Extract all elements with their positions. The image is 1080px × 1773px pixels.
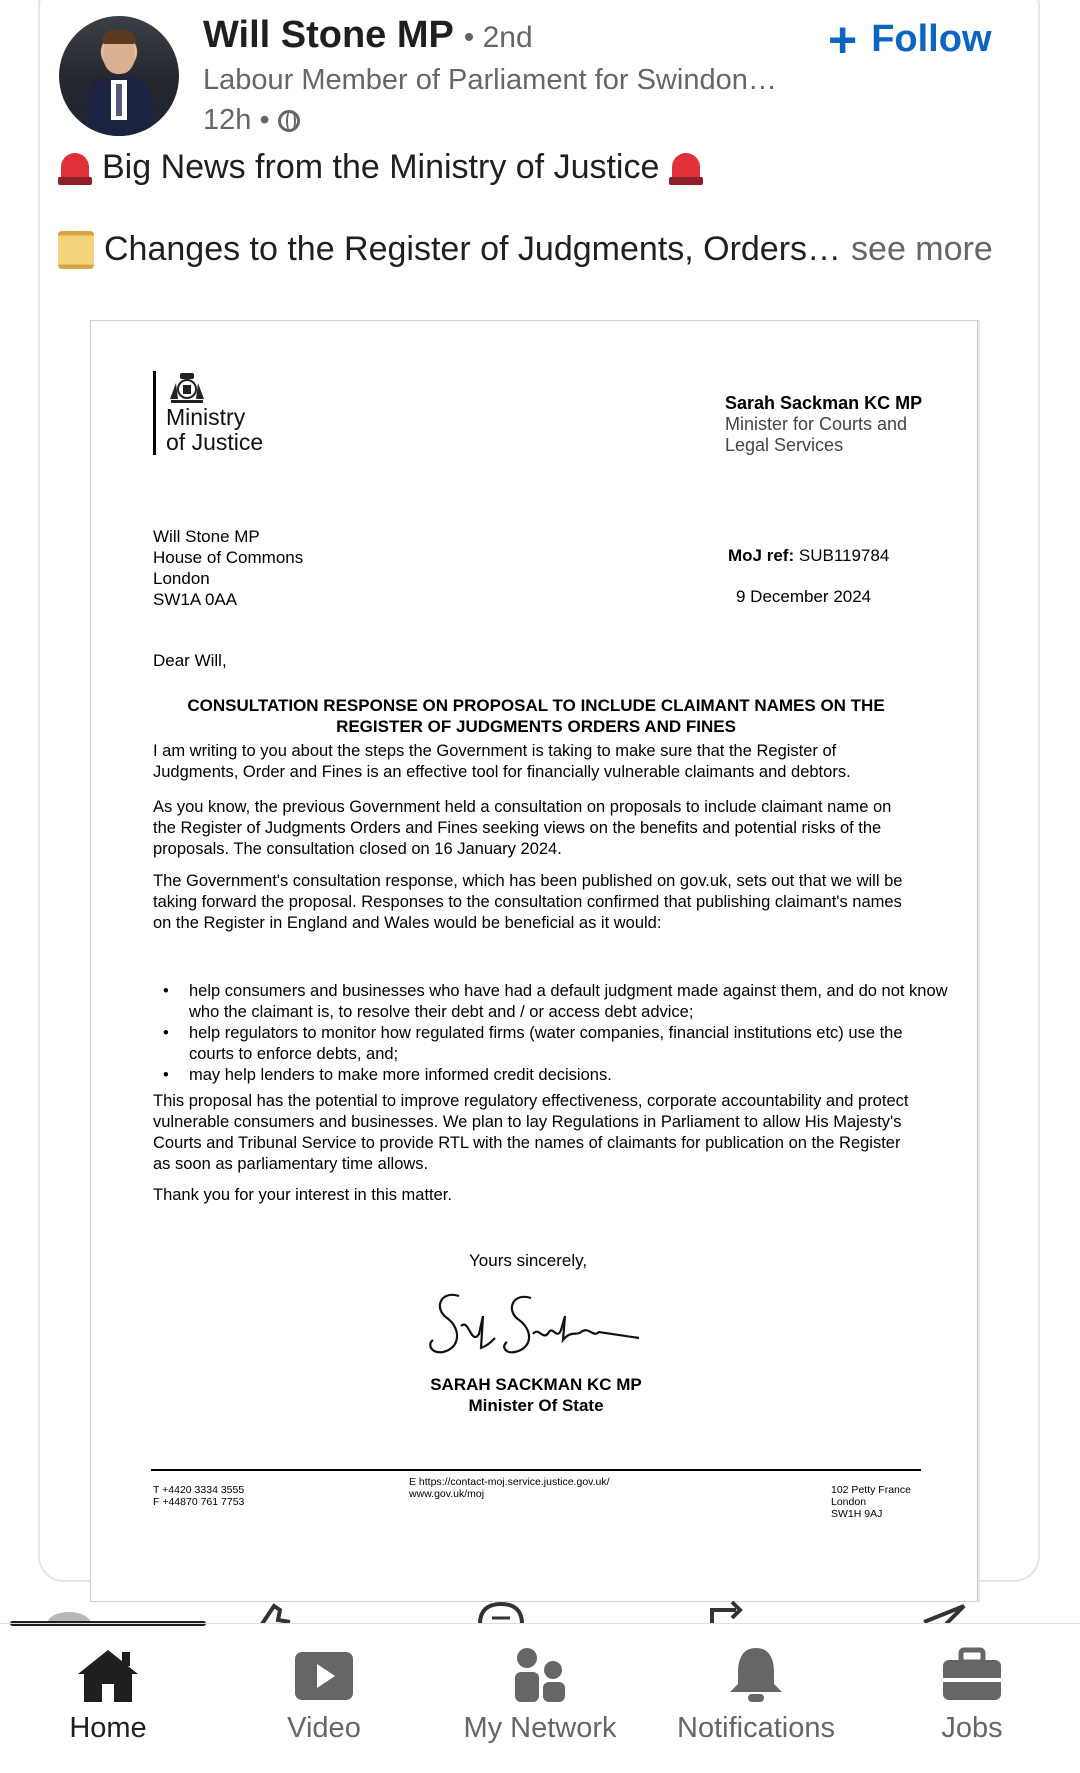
address-line: House of Commons xyxy=(153,548,304,567)
network-icon xyxy=(511,1646,569,1704)
subject-line-1: CONSULTATION RESPONSE ON PROPOSAL TO INCLUDE CLAIMANT NAMES ON THE xyxy=(187,696,885,715)
nav-my-network[interactable] xyxy=(432,1624,648,1773)
globe-icon xyxy=(278,110,300,132)
sender-title-1: Minister for Courts and xyxy=(725,414,908,434)
list-item: • help regulators to monitor how regulated firms (water companies, financial institutions etc) use the courts to enforce debts, and; xyxy=(189,1023,949,1065)
moj-logo xyxy=(153,371,263,455)
post-time xyxy=(203,104,300,137)
address-line: SW1A 0AA xyxy=(153,590,238,609)
author-headline: Labour Member of Parliament for Swindon… xyxy=(203,64,777,96)
moj-logo-line2: of Justice xyxy=(166,429,264,455)
nav-notifications-label: Notifications xyxy=(677,1712,835,1744)
signatory-name: SARAH SACKMAN KC MP xyxy=(430,1375,642,1394)
nav-notifications[interactable] xyxy=(648,1624,864,1773)
nav-home[interactable] xyxy=(0,1624,216,1773)
nav-my-network-label: My Network xyxy=(463,1712,617,1744)
footer-contact xyxy=(153,1484,244,1508)
nav-jobs-label: Jobs xyxy=(941,1712,1003,1744)
post-line2-text: Changes to the Register of Judgments, Orders… xyxy=(104,230,842,268)
comment-icon[interactable] xyxy=(476,1600,526,1624)
nav-jobs[interactable] xyxy=(864,1624,1080,1773)
connection-degree: • 2nd xyxy=(463,21,533,54)
paragraph-3: The Government's consultation response, which has been published on gov.uk, sets out that we will be taking forward the proposal. Responses to the consultation confirmed that publishing claimant's names on the Register in England and Wales would be beneficial as it would: xyxy=(153,872,903,932)
benefit-list xyxy=(153,981,949,1086)
footer-address-line: London xyxy=(831,1496,867,1508)
signatory-title: Minister Of State xyxy=(468,1396,604,1415)
moj-logo-line1: Ministry xyxy=(166,404,246,430)
handwritten-signature xyxy=(421,1286,641,1366)
sender-name: Sarah Sackman KC MP xyxy=(725,393,923,413)
royal-crest-icon xyxy=(166,371,208,405)
post-line1-text: Big News from the Ministry of Justice xyxy=(102,148,660,186)
send-icon[interactable] xyxy=(922,1600,966,1624)
follow-label: Follow xyxy=(871,18,992,60)
siren-emoji-icon xyxy=(669,149,703,187)
footer-web xyxy=(409,1476,610,1500)
nav-video-label: Video xyxy=(287,1712,361,1744)
follow-button[interactable] xyxy=(828,11,992,68)
briefcase-icon xyxy=(941,1646,1003,1704)
siren-emoji-icon xyxy=(58,149,92,187)
nav-video[interactable] xyxy=(216,1624,432,1773)
paragraph-5: Thank you for your interest in this matter. xyxy=(153,1186,452,1204)
footer-address xyxy=(831,1484,911,1520)
like-icon[interactable] xyxy=(256,1600,296,1624)
subject-line-2: REGISTER OF JUDGMENTS ORDERS AND FINES xyxy=(336,717,736,736)
ref-value: SUB119784 xyxy=(798,546,890,565)
footer-address-line: SW1H 9AJ xyxy=(831,1508,883,1520)
footer-fax: F +44870 761 7753 xyxy=(153,1496,245,1508)
see-more-link[interactable]: see more xyxy=(851,230,993,268)
author-name-text[interactable]: Will Stone MP xyxy=(203,14,454,56)
author-name[interactable] xyxy=(203,14,533,57)
footer-website: www.gov.uk/moj xyxy=(409,1488,485,1500)
video-icon xyxy=(293,1646,355,1704)
bottom-navigation xyxy=(0,1624,1080,1773)
sender-block xyxy=(725,393,925,456)
post-timestamp: 12h • xyxy=(203,104,270,136)
repost-icon[interactable] xyxy=(706,1600,746,1624)
post-text-line1 xyxy=(58,148,703,187)
ref-label: MoJ ref: xyxy=(728,546,795,565)
salutation: Dear Will, xyxy=(153,651,227,670)
list-item: • help consumers and businesses who have had a default judgment made against them, and do not know who the claimant is, to resolve their debt and / or access debt advice; xyxy=(189,981,949,1023)
list-item: • may help lenders to make more informed credit decisions. xyxy=(189,1065,949,1086)
sender-title-2: Legal Services xyxy=(725,435,844,455)
letter-date: 9 December 2024 xyxy=(736,587,872,606)
signatory xyxy=(153,1374,919,1416)
footer-divider xyxy=(151,1469,921,1471)
address-line: London xyxy=(153,569,210,588)
paragraph-4: This proposal has the potential to improve regulatory effectiveness, corporate accountability and protect vulnerable consumers and businesses. We plan to lay Regulations in Parliament to allow His Majesty's Courts and Tribunal Service to provide RTL with the names of claimants for publication on the Register as soon as parliamentary time allows. xyxy=(153,1092,909,1173)
author-avatar[interactable] xyxy=(59,16,179,136)
footer-phone: T +4420 3334 3555 xyxy=(153,1484,245,1496)
home-icon xyxy=(74,1646,142,1704)
plus-icon: + xyxy=(828,11,858,68)
recipient-address xyxy=(153,526,303,610)
paragraph-1: I am writing to you about the steps the Government is taking to make sure that the Register of Judgments, Order and Fines is an effective tool for financially vulnerable claimants and debtors. xyxy=(153,742,851,781)
footer-email: E https://contact-moj.service.justice.gov.uk/ xyxy=(409,1476,610,1488)
moj-reference xyxy=(728,546,889,566)
closing: Yours sincerely, xyxy=(469,1251,588,1270)
post-text-line2 xyxy=(58,230,993,269)
footer-address-line: 102 Petty France xyxy=(831,1484,911,1496)
paragraph-2: As you know, the previous Government held a consultation on proposals to include claimant name on the Register of Judgments Orders and Fines seeking views on the benefits and potential risks of the proposals. The consultation closed on 16 January 2024. xyxy=(153,798,892,858)
bell-icon xyxy=(726,1646,786,1704)
address-line: Will Stone MP xyxy=(153,527,260,546)
letter-document-image[interactable] xyxy=(90,320,978,1602)
nav-home-label: Home xyxy=(69,1712,147,1744)
letter-subject xyxy=(153,695,919,737)
scroll-emoji-icon xyxy=(58,231,94,269)
